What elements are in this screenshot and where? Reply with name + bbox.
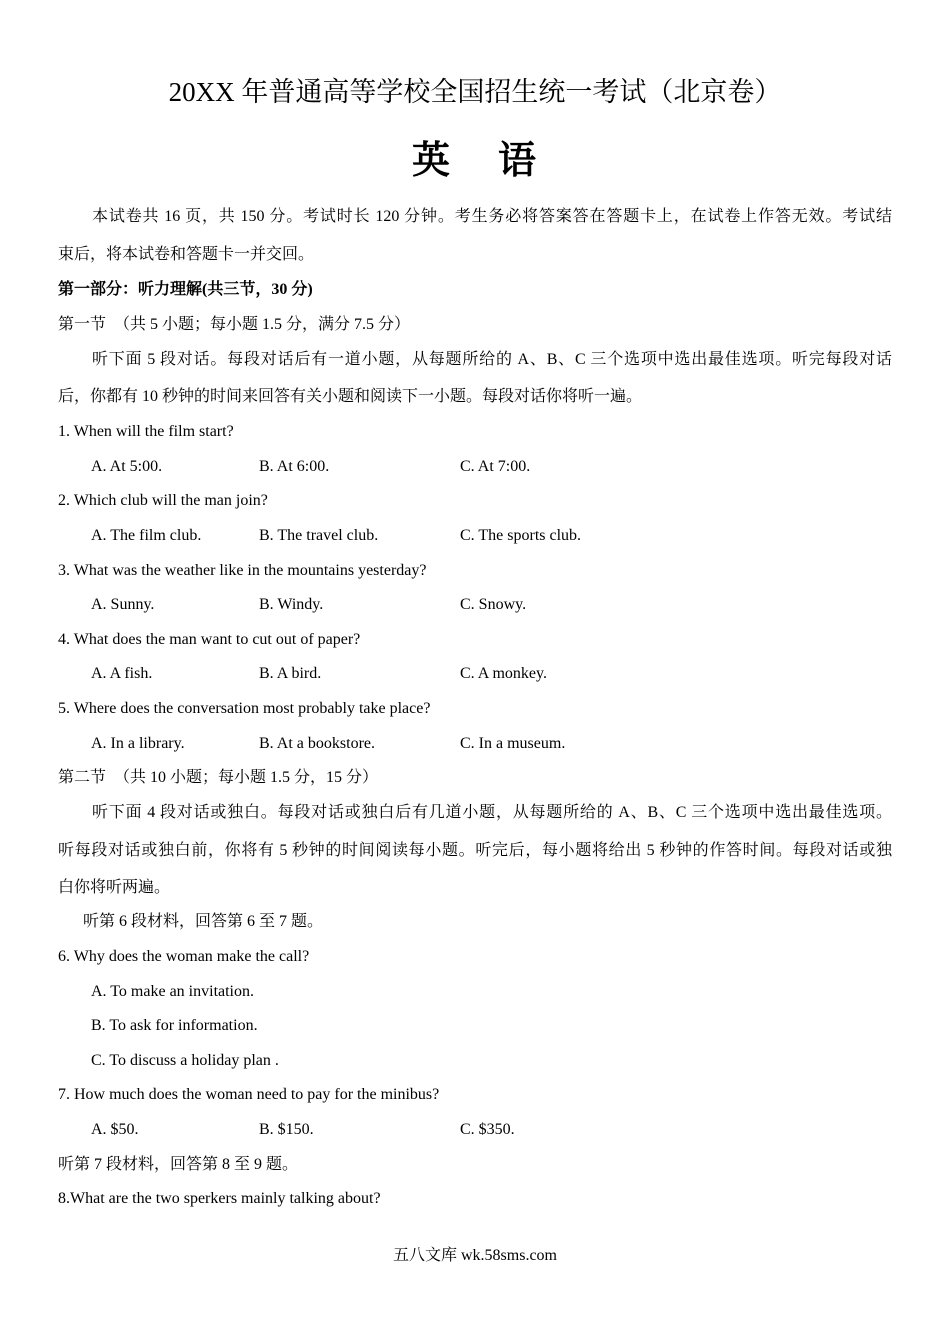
- part1-heading: 第一部分：听力理解(共三节，30 分): [58, 281, 313, 298]
- question-5: 5. Where does the conversation most probably take place?: [58, 700, 431, 717]
- q1-option-a: A. At 5:00.: [91, 458, 163, 475]
- q2-option-c: C. The sports club.: [460, 527, 582, 544]
- subject-heading: 英 语: [411, 140, 538, 182]
- q6-option-b: B. To ask for information.: [91, 1017, 258, 1034]
- question-7: 7. How much does the woman need to pay for the minibus?: [58, 1086, 440, 1103]
- section1-heading: 第一节 （共 5 小题；每小题 1.5 分，满分 7.5 分）: [58, 316, 411, 333]
- q2-option-b: B. The travel club.: [259, 527, 379, 544]
- q4-option-b: B. A bird.: [259, 665, 322, 682]
- q5-option-c: C. In a museum.: [460, 735, 566, 752]
- q6-option-a: A. To make an invitation.: [91, 983, 254, 1000]
- q5-option-a: A. In a library.: [91, 735, 185, 752]
- intro-line-2: 束后，将本试卷和答题卡一并交回。: [58, 246, 315, 263]
- section2-instruction-3: 白你将听两遍。: [58, 879, 171, 896]
- q4-option-a: A. A fish.: [91, 665, 153, 682]
- section2-heading: 第二节 （共 10 小题；每小题 1.5 分，15 分）: [58, 769, 379, 786]
- intro-line-1: 本试卷共 16 页，共 150 分。考试时长 120 分钟。考生务必将答案答在答题卡上，在试卷上作答无效。考试结: [92, 208, 892, 225]
- exam-title: 20XX 年普通高等学校全国招生统一考试（北京卷）: [168, 77, 782, 107]
- section1-instruction-2: 后，你都有 10 秒钟的时间来回答有关小题和阅读下一小题。每段对话你将听一遍。: [58, 388, 643, 405]
- q2-option-a: A. The film club.: [91, 527, 202, 544]
- page-footer: 五八文库 wk.58sms.com: [392, 1247, 557, 1264]
- q3-option-c: C. Snowy.: [460, 596, 527, 613]
- section2-instruction-1: 听下面 4 段对话或独白。每段对话或独白后有几道小题，从每题所给的 A、B、C 三个选项中选出最佳选项。: [92, 804, 892, 821]
- q3-option-a: A. Sunny.: [91, 596, 155, 613]
- q4-option-c: C. A monkey.: [460, 665, 547, 682]
- q1-option-c: C. At 7:00.: [460, 458, 531, 475]
- question-6: 6. Why does the woman make the call?: [58, 948, 310, 965]
- question-4: 4. What does the man want to cut out of paper?: [58, 631, 361, 648]
- question-3: 3. What was the weather like in the mountains yesterday?: [58, 562, 427, 579]
- q6-option-c: C. To discuss a holiday plan .: [91, 1052, 279, 1069]
- q7-option-a: A. $50.: [91, 1121, 139, 1138]
- q7-option-b: B. $150.: [259, 1121, 314, 1138]
- q5-option-b: B. At a bookstore.: [259, 735, 375, 752]
- question-1: 1. When will the film start?: [58, 423, 234, 440]
- q1-option-b: B. At 6:00.: [259, 458, 330, 475]
- question-8: 8.What are the two sperkers mainly talking about?: [58, 1190, 381, 1207]
- q3-option-b: B. Windy.: [259, 596, 324, 613]
- question-2: 2. Which club will the man join?: [58, 492, 268, 509]
- material-7-note: 听第 7 段材料，回答第 8 至 9 题。: [58, 1156, 299, 1173]
- material-6-note: 听第 6 段材料，回答第 6 至 7 题。: [83, 913, 324, 930]
- section2-instruction-2: 听每段对话或独白前，你将有 5 秒钟的时间阅读每小题。听完后，每小题将给出 5 秒钟的作答时间。每段对话或独: [58, 842, 892, 859]
- section1-instruction-1: 听下面 5 段对话。每段对话后有一道小题，从每题所给的 A、B、C 三个选项中选出最佳选项。听完每段对话: [92, 351, 892, 368]
- q7-option-c: C. $350.: [460, 1121, 515, 1138]
